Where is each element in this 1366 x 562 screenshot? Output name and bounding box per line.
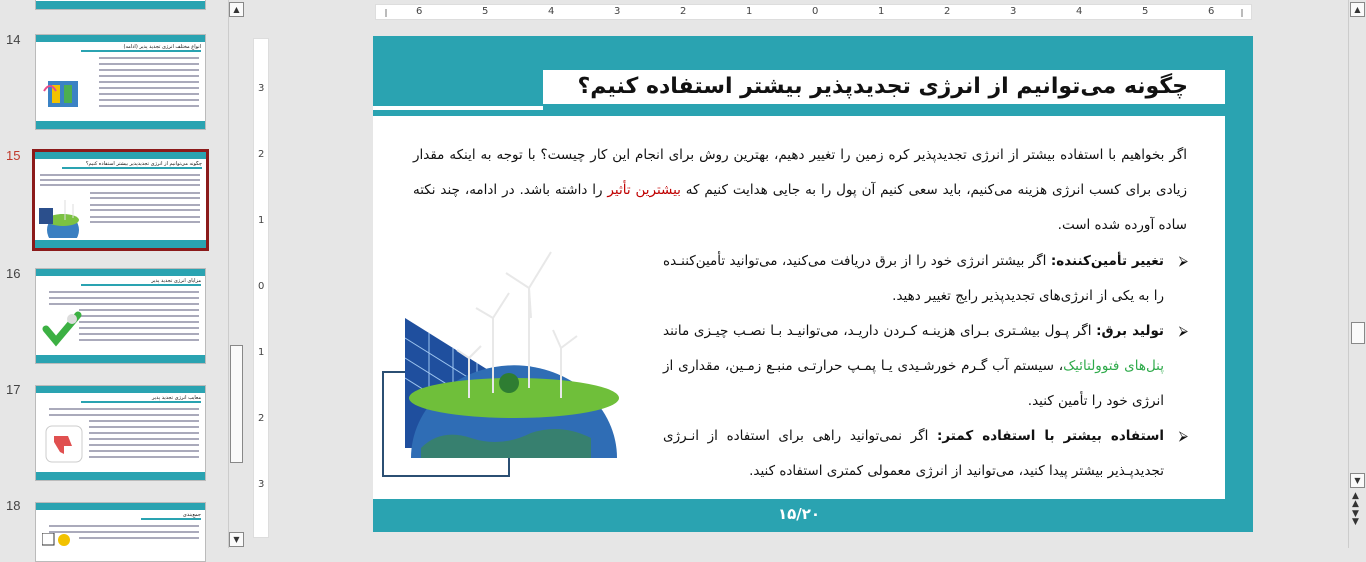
ruler-label: 3: [258, 83, 265, 94]
thumbnail-title: مزایای انرژی تجدید پذیر: [81, 278, 201, 286]
vertical-ruler: [253, 38, 269, 538]
ruler-label: 2: [258, 413, 265, 424]
slide-thumbnail-18[interactable]: [35, 502, 206, 562]
ruler-label: 5: [482, 6, 489, 17]
bullet-list[interactable]: [663, 244, 1188, 489]
ruler-label: 1: [258, 215, 265, 226]
thumbs-down-icon: [42, 422, 86, 466]
slide-thumbnail-17[interactable]: [35, 385, 206, 481]
ruler-label: 1: [258, 347, 265, 358]
bullet-generate-power: [663, 314, 1188, 419]
horizontal-ruler: [375, 4, 1252, 20]
slide-page-number: ۱۵/۲۰: [777, 505, 821, 523]
bullet-use-less: [663, 419, 1188, 489]
bullet-text: اگر بیشتر انرژی خود را از برق دریافت می‌کنید، می‌توانید تأمین‌کننـده را به یکی از انرژی‌های تجدیدپذیر رایج تغییر دهید.: [663, 253, 1164, 304]
bullet-heading: استفاده بیشتر با استفاده کمتر:: [936, 428, 1164, 444]
thumbnail-title: معایب انرژی تجدید پذیر: [81, 395, 201, 403]
ruler-label: 0: [258, 281, 265, 292]
previous-slide-icon[interactable]: ▲ ▲: [1352, 491, 1359, 509]
ruler-label: 2: [944, 6, 951, 17]
thumbnail-title: چگونه می‌توانیم از انرژی تجدیدپذیر بیشتر استفاده کنیم؟: [62, 161, 202, 169]
slide-thumbnail-16[interactable]: [35, 268, 206, 364]
bullet-text: اگر پـول بیشـتری بـرای هزینـه کـردن داریـد، می‌توانیـد بـا نصـب چیـزی مانند: [663, 323, 1097, 339]
slide-number-15: 15: [6, 148, 21, 163]
next-slide-icon[interactable]: ▼ ▼: [1352, 509, 1359, 527]
slide-thumbnail-13[interactable]: [35, 0, 206, 10]
intro-text-2: را داشته باشد. در ادامه، چند نکته ساده آورده شده است.: [413, 182, 1187, 233]
arrow-bullet-icon: ⮚: [1178, 254, 1188, 269]
title-divider-line: [373, 106, 543, 110]
ruler-label: 0: [812, 6, 819, 17]
bullet-change-supplier: [663, 244, 1188, 314]
slide-number-16: 16: [6, 266, 21, 281]
arrow-bullet-icon: ⮚: [1178, 429, 1188, 444]
scroll-up-arrow-icon[interactable]: ▲: [1350, 2, 1365, 17]
scroll-up-arrow-icon[interactable]: ▲: [229, 2, 244, 17]
ruler-label: 2: [680, 6, 687, 17]
thumbnail-title: انواع مختلف انرژی تجدید پذیر (ادامه): [81, 44, 201, 52]
ruler-label: 3: [258, 479, 265, 490]
slide-canvas[interactable]: [373, 36, 1253, 532]
ruler-label: 1: [878, 6, 885, 17]
ruler-label: 3: [1010, 6, 1017, 17]
slide-number-18: 18: [6, 498, 21, 513]
ruler-label: 2: [258, 149, 265, 160]
slide-number-17: 17: [6, 382, 21, 397]
scrollbar-thumb[interactable]: [1351, 322, 1365, 344]
scroll-down-arrow-icon[interactable]: ▼: [229, 532, 244, 547]
bullet-text: اگر نمی‌توانید راهی برای استفاده از انـرژی تجدیدپـذیر بیشتر پیدا کنید، می‌توانید از انرژی معمولی کمتری استفاده کنید.: [663, 428, 1164, 479]
bullet-heading: تغییر تأمین‌کننده:: [1050, 253, 1164, 269]
renewable-energy-illustration[interactable]: [381, 248, 621, 480]
scrollbar-thumb[interactable]: [230, 345, 243, 463]
thumbnail-title: جمع‌بندی: [141, 512, 201, 520]
ruler-label: 6: [1208, 6, 1215, 17]
slide-title: چگونه می‌توانیم از انرژی تجدیدپذیر بیشتر استفاده کنیم؟: [577, 74, 1188, 99]
checklist-icon: [42, 533, 72, 547]
intro-text-1: اگر بخواهیم با استفاده بیشتر از انرژی تجدیدپذیر کره زمین را تغییر دهیم، بهترین روش برای انجام این کار چیست؟ با توجه به اینکه مقدار زیادی برای کسب انرژی هزینه می‌کنیم، باید سعی کنیم آن پول را به جایی هدایت کنیم که: [413, 147, 1187, 198]
editor-vertical-scrollbar[interactable]: [1348, 0, 1366, 548]
bullet-text: ، سیستم آب گـرم خورشـیدی یـا پمـپ حرارتـی منبـع زمـین، مقداری از انرژی خود را تأمین کنید.: [663, 358, 1164, 409]
wind-turbine-globe-icon: [39, 194, 83, 238]
arrow-bullet-icon: ⮚: [1178, 324, 1188, 339]
slide-thumbnail-15-selected[interactable]: [32, 149, 209, 251]
ruler-label: 6: [416, 6, 423, 17]
slide-title-box[interactable]: [543, 70, 1225, 108]
intro-paragraph[interactable]: [413, 138, 1187, 243]
slide-number-14: 14: [6, 32, 21, 47]
battery-illustration-icon: [42, 71, 86, 115]
ruler-label: 4: [1076, 6, 1083, 17]
check-mark-icon: [42, 305, 86, 349]
bullet-highlight: پنل‌های فتوولتائیک: [1063, 358, 1164, 374]
ruler-label: 3: [614, 6, 621, 17]
slide-thumbnail-pane[interactable]: [0, 0, 228, 548]
ruler-label: 5: [1142, 6, 1149, 17]
slide-footer: [373, 499, 1225, 532]
scroll-down-arrow-icon[interactable]: ▼: [1350, 473, 1365, 488]
thumbnail-pane-scrollbar[interactable]: [228, 0, 245, 548]
slide-thumbnail-14[interactable]: [35, 34, 206, 130]
ruler-label: 1: [746, 6, 753, 17]
bullet-heading: تولید برق:: [1096, 323, 1164, 339]
ruler-label: 4: [548, 6, 555, 17]
intro-highlight: بیشترین تأثیر: [607, 182, 681, 198]
